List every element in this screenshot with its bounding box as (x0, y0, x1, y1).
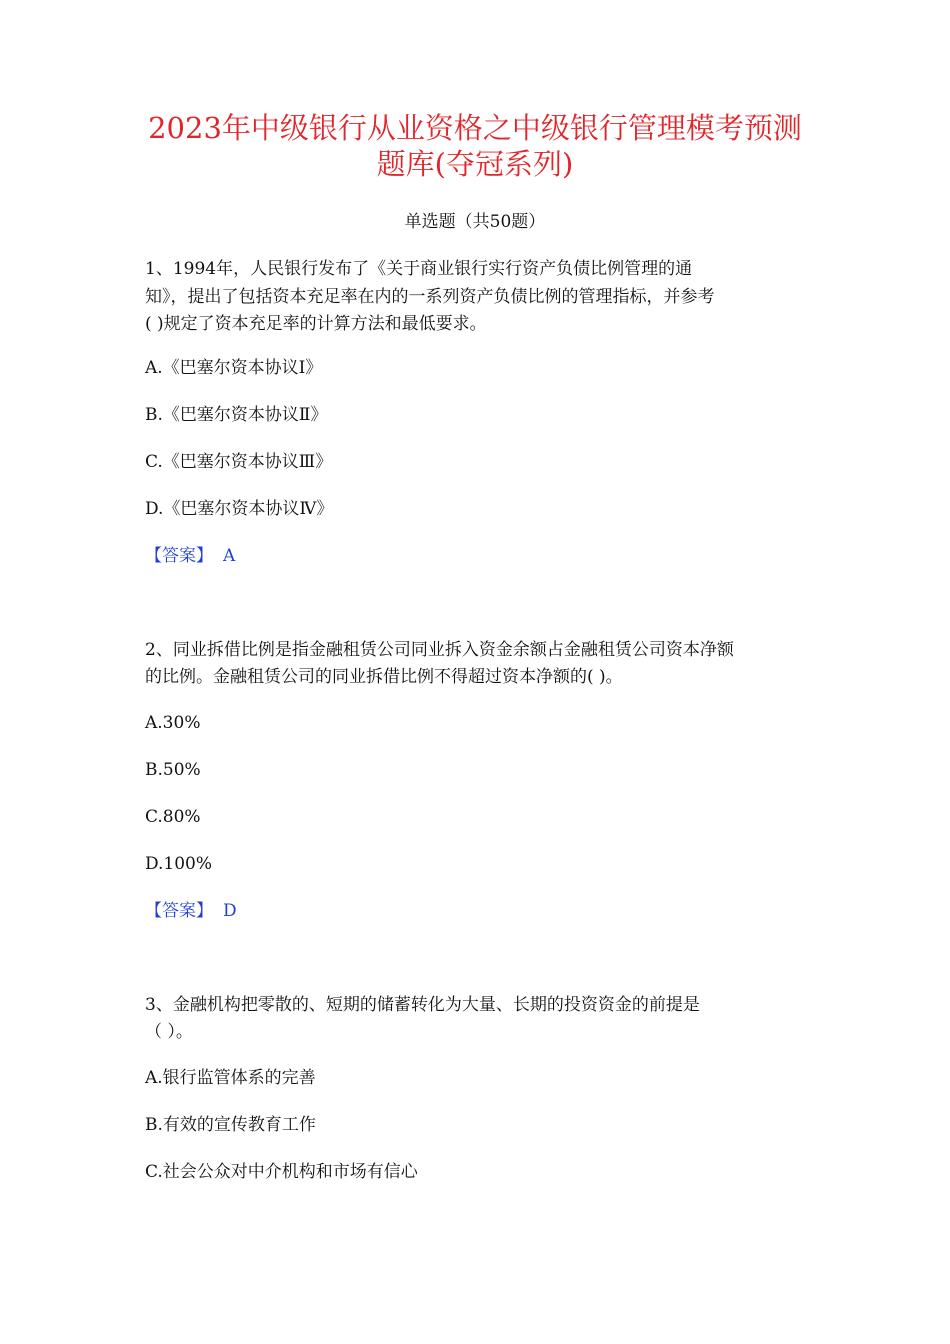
question-2-stem-line-1: 2、同业拆借比例是指金融租赁公司同业拆入资金余额占金融租赁公司资本净额 (145, 640, 734, 660)
question-3-option-c: C.社会公众对中介机构和市场有信心 (145, 1162, 418, 1182)
question-2-option-a: A.30% (145, 713, 201, 733)
answer-value: A (223, 546, 236, 566)
question-2-option-b: B.50% (145, 760, 201, 780)
question-2-option-d: D.100% (145, 854, 213, 874)
answer-label: 【答案】 (145, 901, 213, 921)
question-2-option-c: C.80% (145, 807, 201, 827)
question-3-stem-line-1: 3、金融机构把零散的、短期的储蓄转化为大量、长期的投资资金的前提是 (145, 995, 700, 1015)
question-1-option-b: B.《巴塞尔资本协议Ⅱ》 (145, 405, 328, 425)
question-3-option-a: A.银行监管体系的完善 (145, 1068, 316, 1088)
answer-label: 【答案】 (145, 546, 213, 566)
answer-value: D (223, 901, 237, 921)
document-title-line-1: 2023年中级银行从业资格之中级银行管理模考预测 (148, 111, 802, 145)
question-3-stem-line-2: （ ）。 (145, 1022, 193, 1042)
question-1-stem-line-2: 知》，提出了包括资本充足率在内的一系列资产负债比例的管理指标，并参考 (145, 287, 715, 307)
question-1-stem-line-1: 1、1994年，人民银行发布了《关于商业银行实行资产负债比例管理的通 (145, 259, 693, 279)
question-3-option-b: B.有效的宣传教育工作 (145, 1115, 316, 1135)
question-2-stem-line-2: 的比例。金融租赁公司的同业拆借比例不得超过资本净额的( )。 (145, 667, 623, 687)
question-1-option-d: D.《巴塞尔资本协议Ⅳ》 (145, 499, 334, 519)
question-1-stem-line-3: ( )规定了资本充足率的计算方法和最低要求。 (145, 314, 487, 334)
section-heading: 单选题（共50题） (404, 212, 546, 232)
question-1-answer (145, 545, 235, 567)
document-title-line-2: 题库(夺冠系列) (376, 147, 574, 181)
question-1-option-c: C.《巴塞尔资本协议Ⅲ》 (145, 452, 333, 472)
question-2-answer (145, 900, 237, 922)
question-1-option-a: A.《巴塞尔资本协议Ⅰ》 (145, 358, 323, 378)
